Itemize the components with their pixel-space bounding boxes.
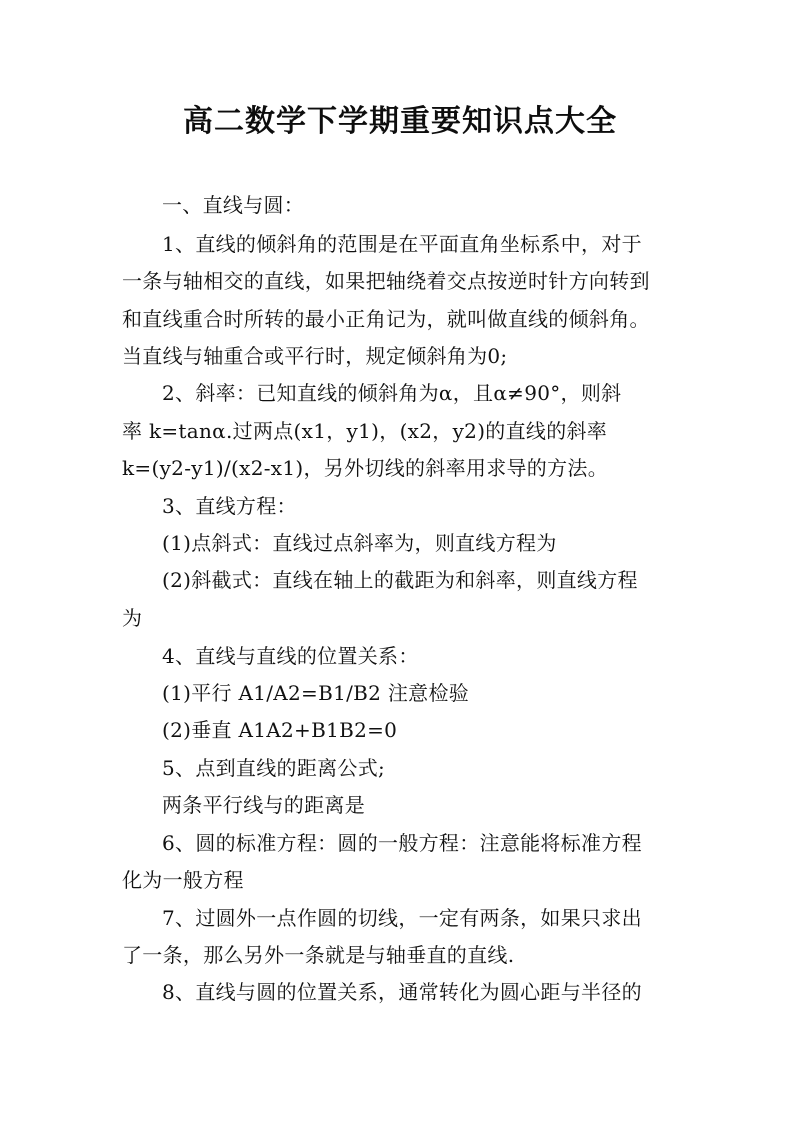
paragraph-line: 两条平行线与的距离是 (162, 793, 365, 817)
paragraph-line: (1)点斜式：直线过点斜率为，则直线方程为 (162, 531, 557, 555)
paragraph-line: 当直线与轴重合或平行时，规定倾斜角为0; (122, 344, 508, 368)
paragraph-line: (1)平行 A1/A2=B1/B2 注意检验 (162, 681, 470, 705)
paragraph-line: (2)斜截式：直线在轴上的截距为和斜率，则直线方程 (162, 568, 638, 592)
paragraph-line: 3、直线方程： (162, 494, 297, 518)
paragraph-line: 2、斜率：已知直线的倾斜角为α，且α≠90°，则斜 (162, 381, 622, 405)
paragraph-line: 8、直线与圆的位置关系，通常转化为圆心距与半径的 (162, 980, 642, 1004)
paragraph-line: 为 (122, 606, 143, 630)
paragraph-line: k=(y2-y1)/(x2-x1)，另外切线的斜率用求导的方法。 (122, 456, 608, 480)
paragraph-line: (2)垂直 A1A2+B1B2=0 (162, 718, 398, 742)
paragraph-line: 4、直线与直线的位置关系： (162, 644, 419, 668)
section-heading-line-circle: 一、直线与圆： (162, 193, 305, 217)
paragraph-line: 了一条，那么另外一条就是与轴垂直的直线. (122, 943, 515, 967)
paragraph-line: 1、直线的倾斜角的范围是在平面直角坐标系中，对于 (162, 232, 642, 256)
paragraph-line: 一条与轴相交的直线，如果把轴绕着交点按逆时针方向转到 (122, 269, 650, 293)
paragraph-line: 率 k=tanα.过两点(x1，y1)，(x2，y2)的直线的斜率 (122, 419, 608, 443)
paragraph-line: 5、点到直线的距离公式; (162, 756, 386, 780)
page-title: 高二数学下学期重要知识点大全 (183, 104, 617, 139)
paragraph-line: 7、过圆外一点作圆的切线，一定有两条，如果只求出 (162, 906, 642, 930)
paragraph-line: 化为一般方程 (122, 868, 244, 892)
paragraph-line: 6、圆的标准方程：圆的一般方程：注意能将标准方程 (162, 831, 642, 855)
paragraph-line: 和直线重合时所转的最小正角记为，就叫做直线的倾斜角。 (122, 307, 650, 331)
